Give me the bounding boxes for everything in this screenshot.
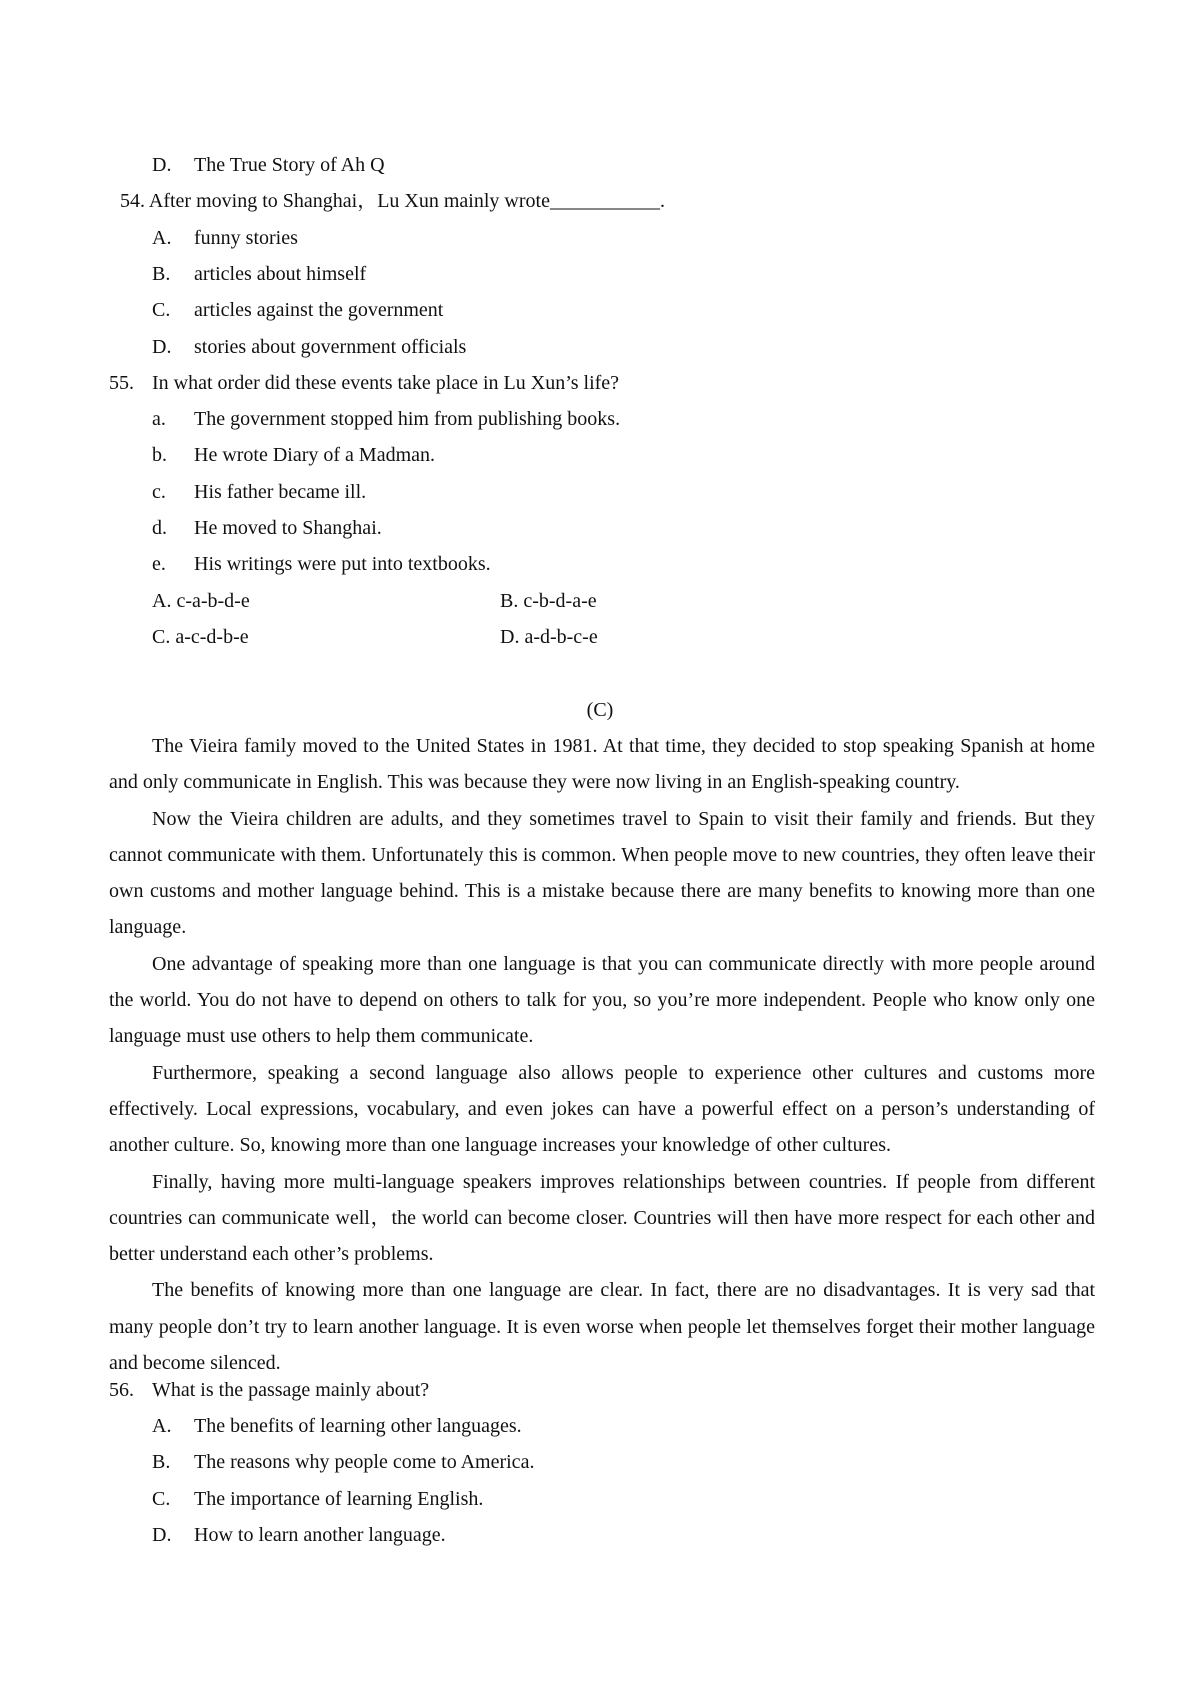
event-label: e. (152, 553, 166, 575)
q55-option-b: B. c-b-d-a-e (500, 590, 597, 612)
option-text: The reasons why people come to America. (194, 1451, 535, 1473)
event-text: His writings were put into textbooks. (194, 553, 491, 575)
option-label: D. (152, 336, 172, 358)
section-heading: (C) (586, 699, 614, 721)
option-text: articles against the government (194, 299, 444, 321)
option-label: A. (152, 227, 172, 249)
option-text: How to learn another language. (194, 1524, 446, 1546)
question-text: In what order did these events take place in Lu Xun’s life? (152, 372, 620, 394)
passage-paragraph-2: Now the Vieira children are adults, and they sometimes travel to Spain to visit their family and friends. But they cannot communicate with them. Unfortunately this is common. When people move to new countries, they often leave their own customs and mother language behind. This is a mistake because there are many benefits to knowing more than one language. (109, 807, 1095, 939)
option-text: stories about government officials (194, 336, 467, 358)
event-text: The government stopped him from publishing books. (194, 408, 621, 430)
option-text: The importance of learning English. (194, 1488, 484, 1510)
event-text: His father became ill. (194, 481, 367, 503)
option-text: The benefits of learning other languages. (194, 1415, 522, 1437)
option-label: C. (152, 299, 171, 321)
option-label: D. (152, 1524, 172, 1546)
event-text: He moved to Shanghai. (194, 517, 382, 539)
option-text: funny stories (194, 227, 298, 249)
event-text: He wrote Diary of a Madman. (194, 444, 436, 466)
event-label: b. (152, 444, 167, 466)
option-label: B. (152, 263, 171, 285)
passage-paragraph-5: Finally, having more multi-language speakers improves relationships between countries. If people from different countries can communicate well，the world can become closer. Countries will then have more respect for each other and better understand each other’s problems. (109, 1170, 1095, 1266)
event-label: c. (152, 481, 166, 503)
question-text: What is the passage mainly about? (152, 1379, 430, 1401)
option-label: C. (152, 1488, 171, 1510)
option-label: A. (152, 1415, 172, 1437)
q54-stem: 54. After moving to Shanghai，Lu Xun mainly wrote___________. (120, 190, 665, 212)
event-label: a. (152, 408, 166, 430)
option-label: D. (152, 154, 172, 176)
option-text: The True Story of Ah Q (194, 154, 385, 176)
q55-option-a: A. c-a-b-d-e (152, 590, 250, 612)
passage-paragraph-4: Furthermore, speaking a second language also allows people to experience other cultures and customs more effectively. Local expressions, vocabulary, and even jokes can have a powerful effect on a person’s understanding of another culture. So, knowing more than one language increases your knowledge of other cultures. (109, 1061, 1095, 1157)
passage-paragraph-3: One advantage of speaking more than one language is that you can communicate directly with more people around the world. You do not have to depend on others to talk for you, so you’re more independent. People who know only one language must use others to help them communicate. (109, 952, 1095, 1048)
passage (109, 728, 1095, 1381)
passage-paragraph-1: The Vieira family moved to the United States in 1981. At that time, they decided to stop speaking Spanish at home and only communicate in English. This was because they were now living in an English-speaking country. (109, 735, 1095, 794)
option-label: B. (152, 1451, 171, 1473)
question-number: 55. (109, 372, 134, 394)
option-text: articles about himself (194, 263, 367, 285)
q55-option-c: C. a-c-d-b-e (152, 626, 249, 648)
q55-option-d: D. a-d-b-c-e (500, 626, 598, 648)
passage-paragraph-6: The benefits of knowing more than one language are clear. In fact, there are no disadvantages. It is very sad that many people don’t try to learn another language. It is even worse when people let themselves forget their mother language and become silenced. (109, 1279, 1095, 1375)
event-label: d. (152, 517, 167, 539)
question-number: 56. (109, 1379, 134, 1401)
